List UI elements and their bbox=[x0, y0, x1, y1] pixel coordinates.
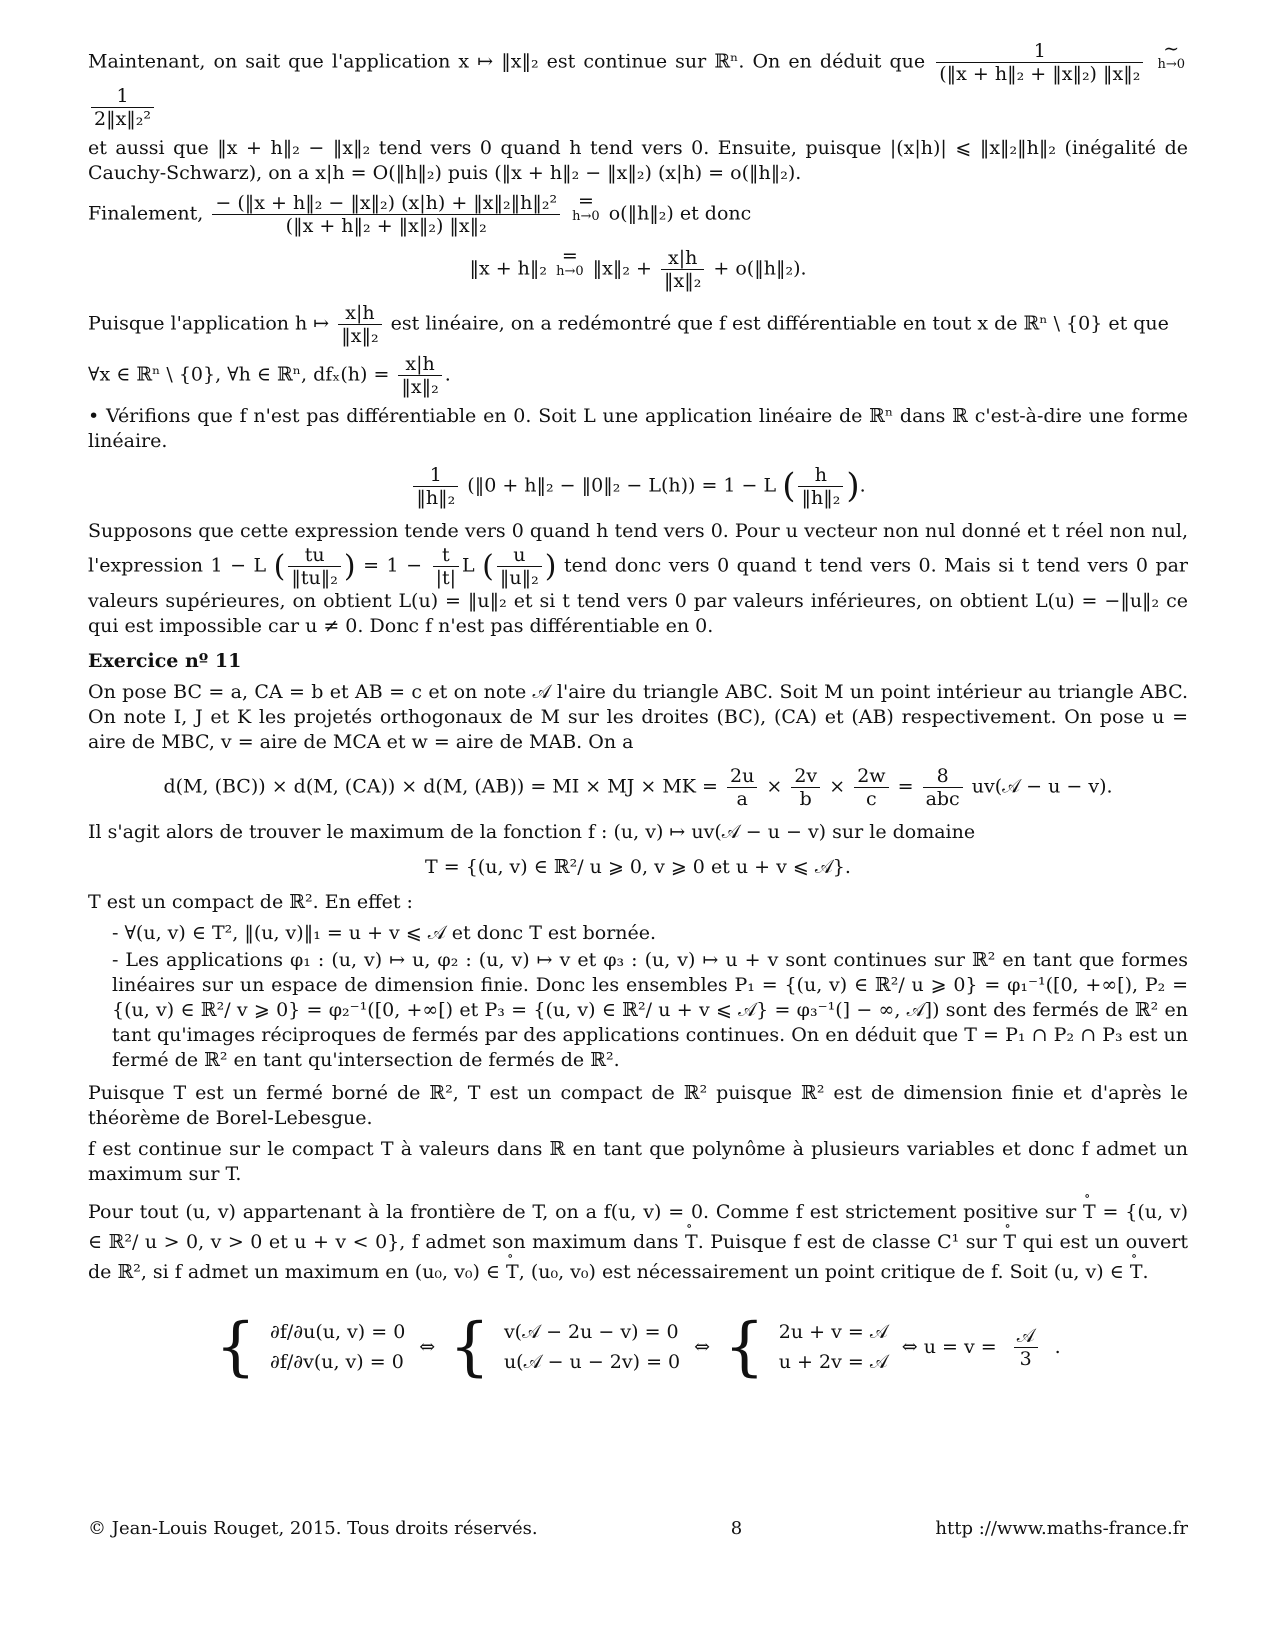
numerator: x|h bbox=[661, 247, 704, 270]
text: Puisque l'application h ↦ bbox=[88, 312, 330, 335]
text: . bbox=[1142, 1261, 1149, 1283]
denominator: ‖h‖₂ bbox=[801, 487, 841, 509]
symbol: = bbox=[561, 245, 578, 267]
equals-operator bbox=[572, 192, 600, 223]
denominator: 2‖x‖₂² bbox=[94, 108, 152, 130]
denominator: ‖tu‖₂ bbox=[291, 567, 338, 589]
numerator: 8 bbox=[923, 765, 963, 788]
page-footer bbox=[88, 1518, 1188, 1539]
iff-operator: ⇔ bbox=[694, 1335, 711, 1358]
equation-row: u + 2v = 𝒜 bbox=[778, 1351, 888, 1373]
numerator: 𝒜 bbox=[1014, 1325, 1038, 1348]
denominator: abc bbox=[925, 788, 960, 810]
interior-T: ∘ T bbox=[506, 1257, 519, 1287]
fraction bbox=[1014, 1325, 1038, 1370]
copyright: © Jean-Louis Rouget, 2015. Tous droits réservés. bbox=[88, 1518, 538, 1539]
numerator: 2u bbox=[727, 765, 757, 788]
text: Pour tout (u, v) appartenant à la frontière de T, on a f(u, v) = 0. Comme f est strictement positive sur bbox=[88, 1201, 1077, 1223]
fraction bbox=[91, 85, 154, 130]
fraction bbox=[398, 353, 441, 398]
text: d(M, (BC)) × d(M, (CA)) × d(M, (AB)) = MI × MJ × MK = bbox=[163, 775, 718, 798]
exercise-title: Exercice nº 11 bbox=[88, 650, 242, 672]
text: qui est un ouvert de ℝ², si f admet un maximum en (u₀, v₀) ∈ bbox=[88, 1231, 1188, 1283]
equation-row: ∂f/∂u(u, v) = 0 bbox=[270, 1321, 406, 1343]
fraction bbox=[936, 40, 1143, 85]
page-content bbox=[88, 38, 1189, 1384]
fraction bbox=[661, 247, 704, 292]
text: Finalement, bbox=[88, 202, 204, 225]
operator: × bbox=[829, 775, 846, 798]
paragraph bbox=[88, 302, 1188, 347]
paragraph: T est un compact de ℝ². En effet : bbox=[88, 891, 413, 913]
list bbox=[112, 921, 1188, 1073]
fraction bbox=[791, 765, 820, 810]
text: (‖0 + h‖₂ − ‖0‖₂ − L(h)) = 1 − L bbox=[467, 474, 777, 497]
equation-system: { ∂f/∂u(u, v) = 0 ∂f/∂v(u, v) = 0 ⇔ { v(𝒜 − 2u − v) = 0 u(𝒜 − u − 2v) = 0 ⇔ { 2u + v = 𝒜 u + 2v = 𝒜 ⇔ u = v = $\frac{\text{𝒜}}{3}$ . bbox=[215, 1310, 1061, 1384]
text: L bbox=[462, 554, 475, 577]
text: tend donc vers 0 quand t tend vers 0. Mais si t tend vers 0 par valeurs supérieures, on obtient L(u) = ‖u‖₂ et si t tend vers 0 par valeurs inférieures, on obtient L(u) = −‖u‖₂ ce qui est impossible car u ≠ 0. Donc f n'est pas différentiable en 0. bbox=[88, 554, 1189, 637]
paragraph bbox=[88, 192, 1188, 237]
text: ⇔ u = v = bbox=[901, 1335, 997, 1358]
subscript: h→0 bbox=[1157, 57, 1185, 72]
fraction bbox=[923, 765, 963, 810]
symbol: ∼ bbox=[1163, 38, 1180, 60]
equals-operator bbox=[556, 247, 584, 278]
display-equation: $\frac{1}{\text{‖h‖₂}}$ (‖0 + h‖₂ − ‖0‖₂ − L(h)) = 1 − L ( $\frac{h}{\text{‖h‖₂}}$ ). bbox=[88, 464, 1188, 509]
text: ‖x + h‖₂ bbox=[469, 257, 548, 280]
paragraph: f est continue sur le compact T à valeurs dans ℝ en tant que polynôme à plusieurs variables et donc f admet un maximum sur T. bbox=[88, 1138, 1188, 1185]
denominator: 3 bbox=[1019, 1347, 1032, 1370]
numerator: t bbox=[433, 544, 459, 567]
text: ∀x ∈ ℝⁿ \ {0}, ∀h ∈ ℝⁿ, dfₓ(h) = bbox=[88, 363, 390, 386]
subscript: h→0 bbox=[556, 264, 584, 279]
text: o(‖h‖₂) et donc bbox=[608, 202, 752, 225]
text: ‖x‖₂ + bbox=[592, 257, 652, 280]
paragraph: On pose BC = a, CA = b et AB = c et on note 𝒜 l'aire du triangle ABC. Soit M un point intérieur au triangle ABC. On note I, J et K les projetés orthogonaux de M sur les droites (BC), (CA) et (AB) respectivement. On pose u = aire de MBC, v = aire de MCA et w = aire de MAB. On a bbox=[88, 681, 1188, 753]
paragraph: Puisque T est un fermé borné de ℝ², T est un compact de ℝ² puisque ℝ² est de dimension finie et d'après le théorème de Borel-Lebesgue. bbox=[88, 1082, 1188, 1129]
left-brace: { bbox=[724, 1310, 765, 1384]
text: est linéaire, on a redémontré que f est différentiable en tout x de ℝⁿ \ {0} et que bbox=[390, 312, 1169, 335]
denominator: ‖u‖₂ bbox=[499, 567, 539, 589]
interior-T: ∘ T bbox=[685, 1227, 698, 1257]
numerator: 1 bbox=[413, 464, 458, 487]
denominator: (‖x + h‖₂ + ‖x‖₂) ‖x‖₂ bbox=[939, 63, 1141, 85]
operator: = bbox=[897, 775, 914, 798]
numerator: u bbox=[497, 544, 542, 567]
paragraph: et aussi que ‖x + h‖₂ − ‖x‖₂ tend vers 0 quand h tend vers 0. Ensuite, puisque |(x|h)| ⩽ ‖x‖₂‖h‖₂ (inégalité de Cauchy-Schwarz), on a x|h = O(‖h‖₂) puis (‖x + h‖₂ − ‖x‖₂) (x|h) = o(‖h‖₂). bbox=[88, 137, 1188, 184]
interior-T: ∘ T bbox=[1083, 1197, 1096, 1227]
numerator: − (‖x + h‖₂ − ‖x‖₂) (x|h) + ‖x‖₂‖h‖₂² bbox=[212, 192, 560, 215]
list-item: - ∀(u, v) ∈ T², ‖(u, v)‖₁ = u + v ⩽ 𝒜 et donc T est bornée. bbox=[112, 922, 657, 944]
fraction bbox=[413, 464, 458, 509]
numerator: x|h bbox=[398, 353, 441, 376]
subscript: h→0 bbox=[572, 209, 600, 224]
denominator: ‖h‖₂ bbox=[416, 487, 456, 509]
denominator: b bbox=[799, 788, 812, 810]
equation-row: ∂f/∂v(u, v) = 0 bbox=[270, 1351, 404, 1373]
text: , (u₀, v₀) est nécessairement un point critique de f. Soit (u, v) ∈ bbox=[518, 1261, 1124, 1283]
numerator: x|h bbox=[338, 302, 381, 325]
display-equation bbox=[88, 765, 1188, 810]
equation-row: 2u + v = 𝒜 bbox=[778, 1321, 888, 1343]
fraction bbox=[854, 765, 888, 810]
list-item: - Les applications φ₁ : (u, v) ↦ u, φ₂ : (u, v) ↦ v et φ₃ : (u, v) ↦ u + v sont continues sur ℝ² en tant que formes linéaires sur un espace de dimension finie. Donc les ensembles P₁ = {(u, v) ∈ ℝ²/ u ⩾ 0} = φ₁⁻¹([0, +∞[), P₂ = {(u, v) ∈ ℝ²/ v ⩾ 0} = φ₂⁻¹([0, +∞[) et P₃ = {(u, v) ∈ ℝ²/ u + v ⩽ 𝒜} = φ₃⁻¹(] − ∞, 𝒜]) sont des fermés de ℝ² en tant qu'images réciproques de fermés par des applications continues. On en déduit que T = P₁ ∩ P₂ ∩ P₃ est un fermé de ℝ² en tant qu'intersection de fermés de ℝ². bbox=[112, 949, 1188, 1071]
numerator: 2w bbox=[854, 765, 888, 788]
website-url[interactable]: http ://www.maths-france.fr bbox=[935, 1518, 1188, 1539]
fraction bbox=[433, 544, 459, 589]
paragraph: ∀x ∈ ℝⁿ \ {0}, ∀h ∈ ℝⁿ, dfₓ(h) = $\frac{x|h}{\text{‖x‖₂}}$ . bbox=[88, 353, 451, 398]
fraction bbox=[288, 544, 341, 589]
paragraph: Supposons que cette expression tende vers 0 quand h tend vers 0. Pour u vecteur non nul donné et t réel non nul, l'expression 1 − L ( $\frac{tu}{\text{‖tu‖₂}}$ ) = 1 − $\frac{t}{|t|}$ L ( $\frac{u}{\text{‖u‖₂}}$ ) tend donc vers 0 quand t tend vers 0. Mais si t tend vers 0 par valeurs supérieures, on obtient L(u) = ‖u‖₂ et si t tend vers 0 par valeurs inférieures, on obtient L(u) = −‖u‖₂ ce qui est impossible car u ≠ 0. Donc f n'est pas différentiable en 0. bbox=[88, 520, 1189, 637]
numerator: 2v bbox=[791, 765, 820, 788]
iff-operator: ⇔ bbox=[419, 1335, 436, 1358]
system-block bbox=[270, 1317, 405, 1377]
text: = 1 − bbox=[363, 554, 423, 577]
text: . Puisque f est de classe C¹ sur bbox=[697, 1231, 997, 1253]
paragraph bbox=[88, 40, 1188, 130]
denominator: c bbox=[866, 788, 877, 810]
fraction bbox=[727, 765, 757, 810]
equiv-operator bbox=[1157, 40, 1185, 71]
equation-row: v(𝒜 − 2u − v) = 0 bbox=[503, 1321, 679, 1343]
numerator: 1 bbox=[936, 40, 1143, 63]
left-brace: { bbox=[449, 1310, 490, 1384]
text: uv(𝒜 − u − v). bbox=[971, 775, 1113, 798]
fraction bbox=[338, 302, 381, 347]
denominator: ‖x‖₂ bbox=[401, 376, 439, 398]
text: Supposons que cette expression tende vers 0 quand h tend vers 0. Pour u vecteur non nul donné et t réel non nul, l'expression 1 − L bbox=[88, 520, 1188, 577]
fraction bbox=[212, 192, 560, 237]
display-equation: T = {(u, v) ∈ ℝ²/ u ⩾ 0, v ⩾ 0 et u + v ⩽ 𝒜}. bbox=[425, 856, 851, 878]
paragraph: • Vérifions que f n'est pas différentiable en 0. Soit L une application linéaire de ℝⁿ dans ℝ c'est-à-dire une forme linéaire. bbox=[88, 405, 1188, 452]
system-block bbox=[504, 1317, 680, 1377]
fraction bbox=[798, 464, 843, 509]
denominator: a bbox=[736, 788, 748, 810]
fraction bbox=[497, 544, 542, 589]
paragraph: Il s'agit alors de trouver le maximum de la fonction f : (u, v) ↦ uv(𝒜 − u − v) sur le domaine bbox=[88, 821, 976, 843]
display-equation bbox=[88, 247, 1188, 292]
page-number: 8 bbox=[730, 1518, 743, 1539]
interior-T: ∘ T bbox=[1003, 1227, 1016, 1257]
numerator: 1 bbox=[91, 85, 154, 108]
equation-row: u(𝒜 − u − 2v) = 0 bbox=[503, 1351, 681, 1373]
text: = {(u, v) ∈ ℝ²/ u > 0, v > 0 et u + v < 0}, f admet son maximum dans bbox=[88, 1201, 1188, 1253]
denominator: (‖x + h‖₂ + ‖x‖₂) ‖x‖₂ bbox=[285, 215, 487, 237]
interior-T: ∘ T bbox=[1130, 1257, 1143, 1287]
text: + o(‖h‖₂). bbox=[713, 257, 807, 280]
denominator: ‖x‖₂ bbox=[664, 270, 702, 292]
left-brace: { bbox=[215, 1310, 256, 1384]
text: Maintenant, on sait que l'application x ↦ ‖x‖₂ est continue sur ℝⁿ. On en déduit que bbox=[88, 50, 926, 73]
operator: × bbox=[766, 775, 783, 798]
numerator: h bbox=[798, 464, 843, 487]
numerator: tu bbox=[288, 544, 341, 567]
paragraph bbox=[88, 1197, 1188, 1287]
denominator: ‖x‖₂ bbox=[341, 325, 379, 347]
system-block bbox=[779, 1317, 888, 1377]
denominator: |t| bbox=[435, 567, 457, 589]
symbol: = bbox=[577, 190, 594, 212]
